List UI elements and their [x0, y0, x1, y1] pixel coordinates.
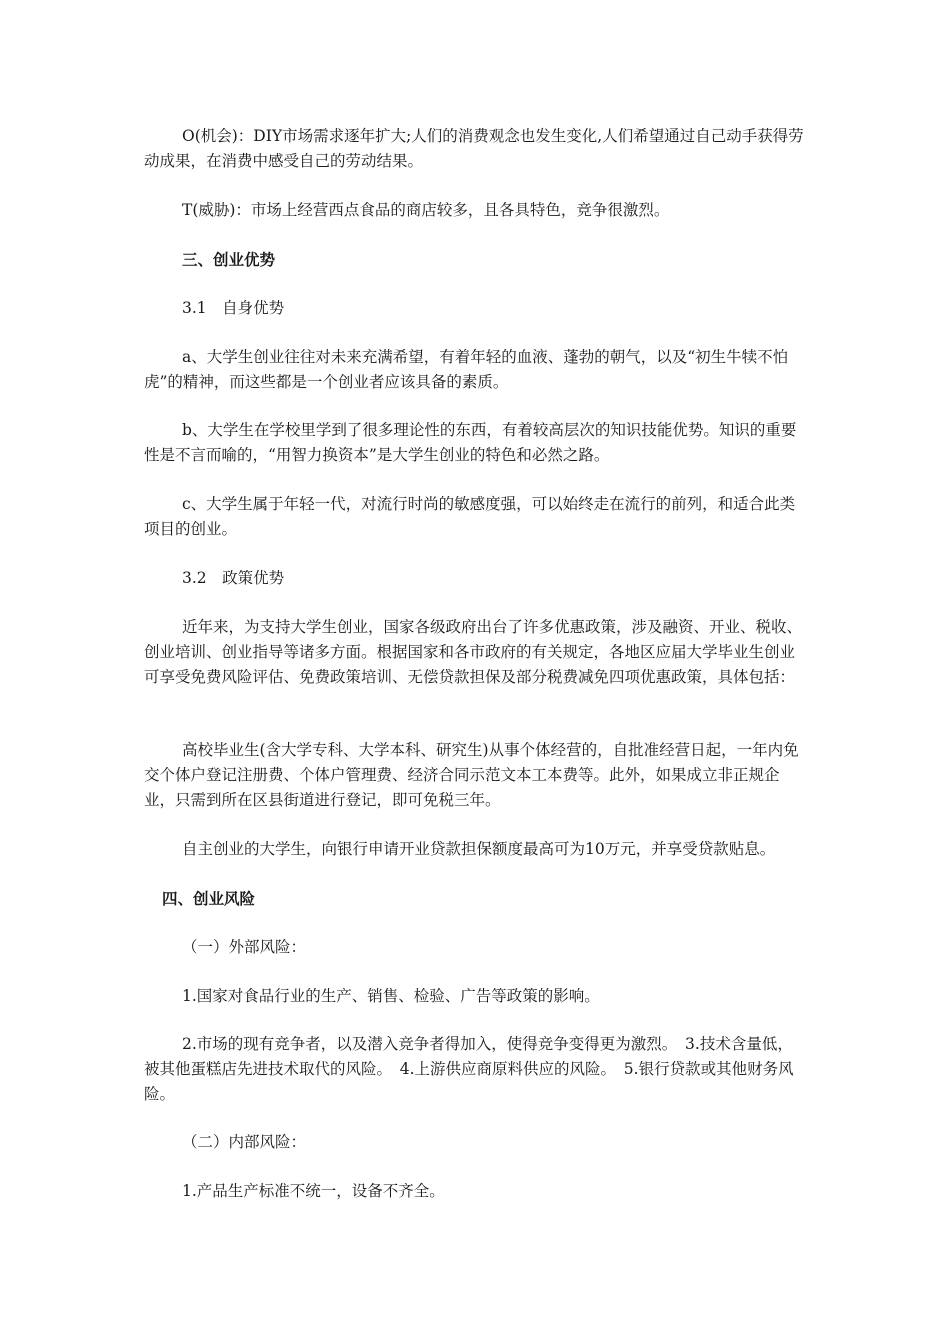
paragraph-external-risk-1: 1.国家对食品行业的生产、销售、检验、广告等政策的影响。 [182, 987, 600, 1005]
paragraph-graduate-policy: 高校毕业生(含大学专科、大学本科、研究生)从事个体经营的，自批准经营日起，一年内免交个体户登记注册费、个体户管理费、经济合同示范文本工本费等。此外，如果成立非正规企业，只需到所在区县街道进行登记，即可免税三年。 [144, 741, 799, 809]
subheading-internal-risk: （二）内部风险： [182, 1133, 307, 1151]
paragraph-policy-intro: 近年来，为支持大学生创业，国家各级政府出台了许多优惠政策，涉及融资、开业、税收、创业培训、创业指导等诸多方面。根据国家和各市政府的有关规定，各地区应届大学毕业生创业可享受免费风险评估、免费政策培训、无偿贷款担保及部分税费减免四项优惠政策，具体包括： [144, 618, 803, 686]
heading-advantages: 三、创业优势 [182, 250, 276, 269]
paragraph-opportunity: O(机会)：DIY市场需求逐年扩大;人们的消费观念也发生变化,人们希望通过自己动手获得劳动成果，在消费中感受自己的劳动结果。 [144, 127, 804, 170]
paragraph-advantage-c: c、大学生属于年轻一代，对流行时尚的敏感度强，可以始终走在流行的前列，和适合此类项目的创业。 [144, 495, 796, 538]
paragraph-external-risk-2-5: 2.市场的现有竞争者，以及潜入竞争者得加入，使得竞争变得更为激烈。 3.技术含量低，被其他蛋糕店先进技术取代的风险。 4.上游供应商原料供应的风险。 5.银行贷款或其他财务风险。 [144, 1035, 794, 1103]
subheading-policy-advantage: 3.2 政策优势 [182, 569, 285, 587]
subheading-self-advantage: 3.1 自身优势 [182, 299, 285, 317]
subheading-external-risk: （一）外部风险： [182, 938, 307, 956]
paragraph-threat: T(威胁)：市场上经营西点食品的商店较多，且各具特色，竞争很激烈。 [182, 201, 670, 219]
paragraph-advantage-a: a、大学生创业往往对未来充满希望，有着年轻的血液、蓬勃的朝气，以及“初生牛犊不怕虎”的精神，而这些都是一个创业者应该具备的素质。 [144, 348, 789, 391]
paragraph-loan-policy: 自主创业的大学生，向银行申请开业贷款担保额度最高可为10万元，并享受贷款贴息。 [182, 840, 776, 858]
heading-risks: 四、创业风险 [162, 889, 256, 908]
paragraph-internal-risk-1: 1.产品生产标准不统一，设备不齐全。 [182, 1182, 445, 1200]
paragraph-advantage-b: b、大学生在学校里学到了很多理论性的东西，有着较高层次的知识技能优势。知识的重要性是不言而喻的，“用智力换资本”是大学生创业的特色和必然之路。 [144, 421, 797, 464]
